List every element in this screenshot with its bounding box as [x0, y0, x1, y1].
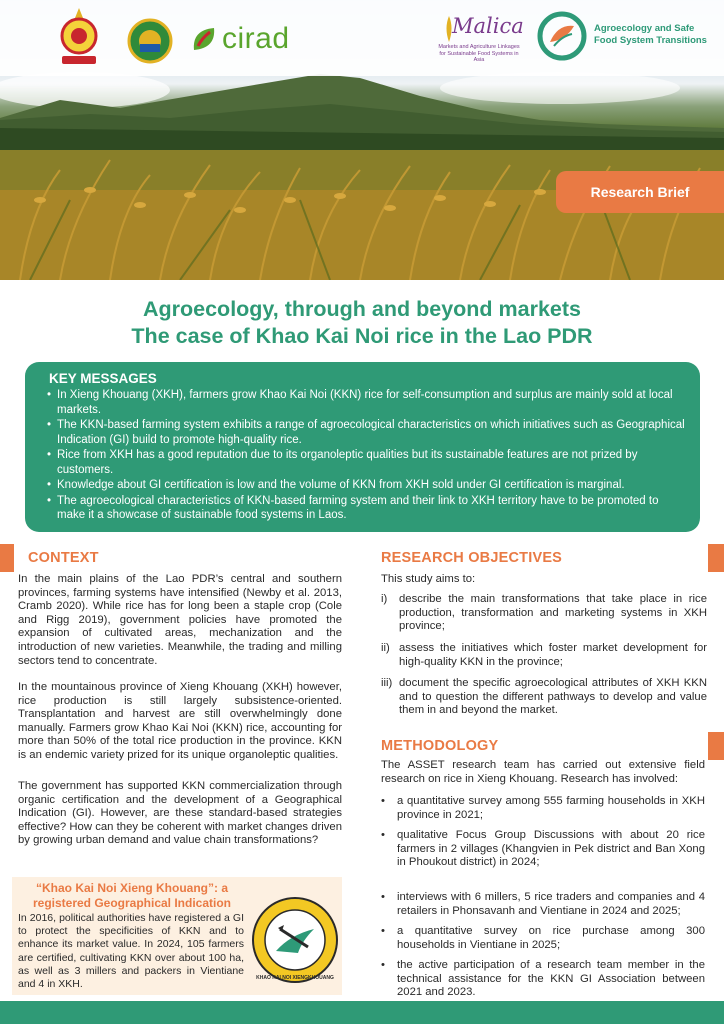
context-paragraph-1: In the main plains of the Lao PDR’s central and southern provinces, farming systems have intensified (Newby et al. 2013, Cramb 2020). While rice has for long been a staple crop (Cole and Rigg 2019), government policies have promoted the expansion of cultivated areas, mechanization and the introduction of new varieties. Meanwhile, the trading and milling sectors tend to concentrate. [18, 573, 342, 667]
objective-number: iii) [381, 677, 393, 689]
objective-number: ii) [381, 642, 390, 654]
ministry-emblem-logo [126, 18, 174, 64]
malica-tagline: Markets and Agriculture Linkages for Sustainable Food Systems in Asia [438, 44, 520, 63]
objective-number: i) [381, 593, 388, 605]
hero-banner [0, 0, 724, 280]
key-message-item: • Knowledge about GI certification is low and the volume of KKN from XKH sold under GI certification is marginal. [47, 478, 686, 493]
methodology-item: • a quantitative survey on rice purchase among 300 households in Vientiane in 2025; [397, 925, 705, 952]
objective-item [381, 642, 707, 669]
key-message-item: • In Xieng Khouang (XKH), farmers grow Khao Kai Noi (KKN) rice for self-consumption and surplus are mainly sold at local markets. [47, 388, 686, 417]
context-paragraph-2: In the mountainous province of Xieng Khouang (XKH) however, rice production is still largely subsistence-oriented. Transplantation and harvest are still overwhelmingly done manually. Farmers grow Khao Kai Noi (KKN) rice, accounting for more than 50% of the total rice production in the province. KKN is an endemic variety prized for its unique organoleptic qualities. [18, 681, 342, 761]
context-heading: CONTEXT [28, 550, 99, 566]
methodology-heading: METHODOLOGY [381, 738, 499, 754]
gi-seal-text: KHAO KAI NOI XIENGKHOUANG [256, 975, 334, 981]
cirad-wordmark: cirad [222, 22, 290, 55]
methodology-item: • qualitative Focus Group Discussions with about 20 rice farmers in 2 villages (Khangvien in Pek district and Ban Xong in Phoukout district) in 2024; [397, 829, 705, 870]
objective-text: describe the main transformations that take place in rice production, transformation and marketing systems in XKH province; [399, 593, 707, 633]
objective-text: assess the initiatives which foster market development for high-quality KKN in the province; [399, 642, 707, 668]
key-messages-box [25, 362, 700, 532]
gi-callout-text: In 2016, political authorities have registered a GI to protect the specificities of KKN and to enhance its market value. In 2024, 105 farmers are certified, cultivating KKN over about 100 ha, as well as 3 millers and packers in Vientiane and 4 in XKH. [18, 912, 244, 991]
objective-item [381, 593, 707, 634]
methodology-tab-marker [708, 732, 724, 760]
malica-wordmark: Malica [452, 14, 524, 38]
key-message-item: • The agroecological characteristics of KKN-based farming system and their link to XKH territory have to be promoted to make it a showcase of sustainable food systems in Laos. [47, 494, 686, 523]
methodology-item: • interviews with 6 millers, 5 rice traders and companies and 4 retailers in Phonsavanh and Vientiane in 2024 and 2025; [397, 891, 705, 918]
asset-project-name: Agroecology and Safe Food System Transitions [594, 23, 707, 46]
context-tab-marker [0, 544, 14, 572]
page-title [0, 296, 724, 350]
key-messages-heading: KEY MESSAGES [49, 371, 157, 386]
research-brief-tag: Research Brief [556, 171, 724, 213]
methodology-intro: The ASSET research team has carried out extensive field research on rice in Xieng Khouang. Research has involved: [381, 759, 705, 785]
asset-circle-logo [536, 10, 588, 62]
objective-text: document the specific agroecological attributes of XKH KKN and to question the different pathways to develop and value them in and beyond the market. [399, 677, 707, 717]
key-message-item: • The KKN-based farming system exhibits a range of agroecological characteristics on which initiatives such as Geographical Indication (GI) build to promote high-quality rice. [47, 418, 686, 447]
footer-bar [0, 1001, 724, 1024]
methodology-item: • a quantitative survey among 555 farming households in XKH province in 2021; [397, 795, 705, 822]
title-line-2: The case of Khao Kai Noi rice in the Lao PDR [131, 324, 593, 348]
objective-item [381, 677, 707, 718]
context-paragraph-3: The government has supported KKN commercialization through organic certification and the development of a Geographical Indication (GI). However, are these standard-based strategies effective? How can they be coherent with market changes driven by growing urban demand and value chain transformations? [18, 780, 342, 847]
title-line-1: Agroecology, through and beyond markets [142, 297, 581, 321]
methodology-item: • the active participation of a research team member in the technical assistance for the KKN GI Association between 2021 and 2023. [397, 959, 705, 1000]
key-message-item: • Rice from XKH has a good reputation due to its organoleptic qualities but its sustainable features are not prized by customers. [47, 448, 686, 477]
objectives-heading: RESEARCH OBJECTIVES [381, 550, 563, 566]
key-messages-list [47, 388, 686, 523]
gi-callout-title: “Khao Kai Noi Xieng Khouang”: a registered Geographical Indication [32, 881, 232, 910]
gi-seal-logo [250, 895, 340, 985]
objectives-tab-marker [708, 544, 724, 572]
objectives-intro: This study aims to: [381, 573, 476, 585]
institute-seal-logo [56, 6, 102, 68]
cirad-leaf-icon [190, 24, 218, 54]
